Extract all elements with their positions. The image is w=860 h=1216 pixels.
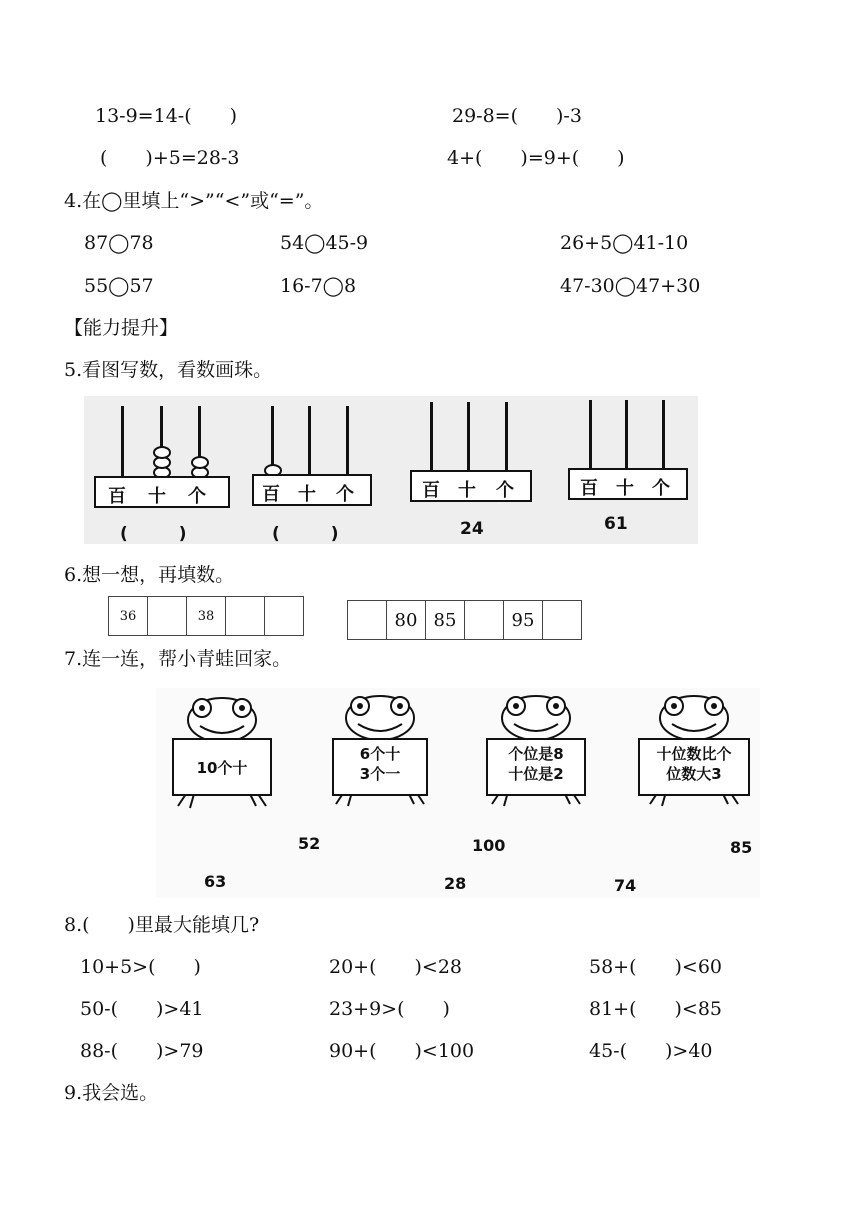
q8-item-1: 10+5>( ) (80, 956, 201, 978)
place-ones: 个 (496, 480, 514, 501)
frog-sign-line-2: 位数大3 (666, 765, 722, 783)
frog-sign-line-1: 6个十 (359, 745, 401, 763)
frog-sign (332, 738, 428, 796)
frog-2 (318, 692, 442, 812)
place-tens: 十 (458, 480, 476, 501)
section-heading: 【能力提升】 (64, 317, 179, 339)
q4-item-6: 47-30◯47+30 (560, 275, 701, 297)
house-number: 28 (444, 874, 467, 893)
frog-sign-line-2: 十位是2 (508, 765, 564, 783)
sequence-table-1 (108, 596, 304, 636)
frog-sign-line-1: 个位是8 (508, 745, 564, 763)
sequence-table-2 (347, 600, 582, 640)
frog-sign (638, 738, 750, 796)
rod-hundreds (430, 402, 433, 470)
sequence-cell: 36 (109, 597, 148, 636)
q4-item-5: 16-7◯8 (280, 275, 357, 297)
place-tens: 十 (298, 484, 316, 505)
q4-item-2: 54◯45-9 (280, 232, 369, 254)
q4-title: 4.在◯里填上“>”“<”或“=”。 (64, 190, 324, 212)
rod-tens (467, 402, 470, 470)
frog-sign (172, 738, 272, 796)
sequence-cell (226, 597, 265, 636)
rod-ones (346, 406, 349, 476)
abacus-4 (568, 400, 698, 534)
q9-title: 9.我会选。 (64, 1082, 159, 1104)
bead (153, 446, 171, 459)
q4-item-4: 55◯57 (84, 275, 154, 297)
house-number: 100 (472, 836, 506, 855)
q8-item-8: 90+( )<100 (329, 1040, 475, 1062)
sequence-cell (465, 601, 504, 640)
house-number: 63 (204, 872, 227, 891)
q5-title: 5.看图写数，看数画珠。 (64, 359, 273, 381)
abacus-image (84, 396, 698, 544)
q4-item-3: 26+5◯41-10 (560, 232, 689, 254)
frog-1 (160, 694, 284, 814)
rod-tens (625, 400, 628, 468)
abacus-2 (252, 406, 402, 544)
abacus-base (410, 470, 532, 502)
place-tens: 十 (616, 478, 634, 499)
abacus-1 (94, 406, 244, 544)
q8-item-5: 23+9>( ) (329, 998, 450, 1020)
q8-item-4: 50-( )>41 (80, 998, 204, 1020)
q8-item-7: 88-( )>79 (80, 1040, 204, 1062)
abacus-2-answer: ( ) (272, 524, 339, 544)
bead (191, 456, 209, 469)
abacus-1-answer: ( ) (120, 524, 187, 544)
place-hundreds: 百 (262, 484, 280, 505)
rod-hundreds (589, 400, 592, 468)
sequence-cell (348, 601, 387, 640)
sequence-cell: 85 (426, 601, 465, 640)
sequence-cell: 38 (187, 597, 226, 636)
place-ones: 个 (188, 486, 206, 507)
q3-item-4: 4+( )=9+( ) (447, 147, 625, 169)
rod-ones (505, 402, 508, 470)
q8-title: 8.( )里最大能填几? (64, 914, 260, 936)
abacus-base (252, 474, 372, 506)
rod-tens (308, 406, 311, 476)
q8-item-2: 20+( )<28 (329, 956, 463, 978)
frog-sign-line-1: 十位数比个 (656, 745, 732, 763)
frog-sign-line-2: 3个一 (359, 765, 401, 783)
house-number: 74 (614, 876, 637, 895)
place-ones: 个 (336, 484, 354, 505)
place-ones: 个 (652, 478, 670, 499)
sequence-cell (543, 601, 582, 640)
q3-item-3: ( )+5=28-3 (100, 147, 240, 169)
frog-sign-line-1: 10个十 (196, 759, 248, 777)
q4-item-1: 87◯78 (84, 232, 154, 254)
q3-item-1: 13-9=14-( ) (95, 105, 238, 127)
abacus-4-number: 61 (604, 514, 628, 534)
sequence-cell: 95 (504, 601, 543, 640)
sequence-cell (148, 597, 187, 636)
frog-sign (486, 738, 586, 796)
frog-image (156, 688, 760, 898)
rod-hundreds (121, 406, 124, 476)
abacus-3 (410, 402, 560, 539)
sequence-cell (265, 597, 304, 636)
rod-ones (662, 400, 665, 468)
q8-item-3: 58+( )<60 (589, 956, 723, 978)
house-number: 85 (730, 838, 753, 857)
abacus-base (568, 468, 688, 500)
frog-4 (630, 692, 758, 812)
place-hundreds: 百 (422, 480, 440, 501)
abacus-3-number: 24 (460, 519, 484, 539)
q8-item-6: 81+( )<85 (589, 998, 723, 1020)
q6-title: 6.想一想，再填数。 (64, 564, 235, 586)
q7-title: 7.连一连，帮小青蛙回家。 (64, 648, 292, 670)
abacus-base (94, 476, 230, 508)
house-number: 52 (298, 834, 321, 853)
sequence-cell: 80 (387, 601, 426, 640)
q3-item-2: 29-8=( )-3 (452, 105, 582, 127)
place-hundreds: 百 (580, 478, 598, 499)
frog-3 (474, 692, 598, 812)
q8-item-9: 45-( )>40 (589, 1040, 713, 1062)
place-tens: 十 (148, 486, 166, 507)
place-hundreds: 百 (108, 486, 126, 507)
